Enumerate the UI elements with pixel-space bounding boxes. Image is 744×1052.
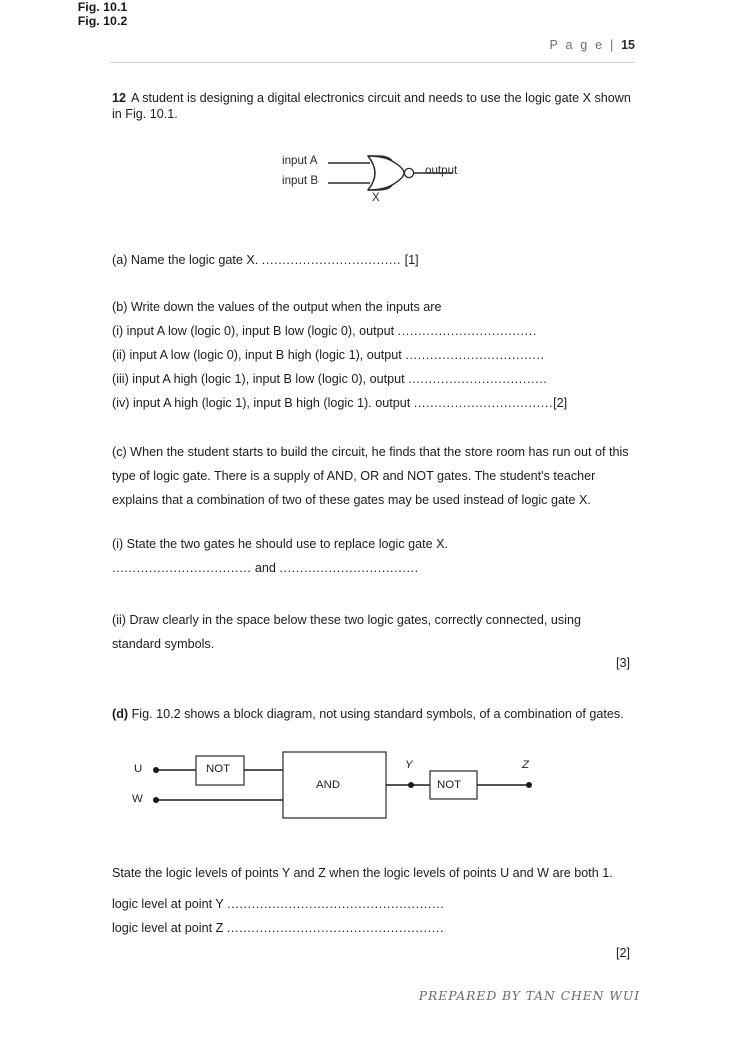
part-d-line-z-label: logic level at point Z xyxy=(112,921,227,935)
question-intro-text: A student is designing a digital electronics circuit and needs to use the logic gate X shown in Fig. 10.1. xyxy=(112,91,631,121)
part-b-item-iv xyxy=(112,395,642,411)
figure2-not-gate-2-label: NOT xyxy=(437,779,462,791)
part-b-stem: (b) Write down the values of the output when the inputs are xyxy=(112,300,442,314)
part-c-answer-conjunction: and xyxy=(251,561,280,575)
figure2-not-gate-1-label: NOT xyxy=(206,763,231,775)
figure-10-1 xyxy=(270,145,500,215)
part-a-line xyxy=(112,252,642,268)
part-a-text: (a) Name the logic gate X. xyxy=(112,253,262,267)
part-c-item-ii: (ii) Draw clearly in the space below these two logic gates, correctly connected, using standard symbols. xyxy=(112,613,581,651)
part-d-line-z xyxy=(112,920,642,936)
figure2-and-gate-label: AND xyxy=(316,779,341,791)
page-label: P a g e | xyxy=(549,38,622,52)
figure2-input-u-label: U xyxy=(134,763,143,775)
figure2-point-y-label: Y xyxy=(405,759,413,771)
part-b-item-iii-text: (iii) input A high (logic 1), input B low (logic 0), output xyxy=(112,372,409,386)
part-b-item-iii xyxy=(112,371,642,387)
part-b-item-iv-marks: [2] xyxy=(553,396,568,410)
figure1-output-label: output xyxy=(425,164,458,177)
figure-10-2 xyxy=(130,748,550,832)
part-d-text: Fig. 10.2 shows a block diagram, not using standard symbols, of a combination of gates. xyxy=(128,707,624,721)
part-b-item-i xyxy=(112,323,642,339)
page-header-text xyxy=(550,38,636,52)
part-d-marks: [2] xyxy=(615,946,630,960)
figure-10-2-caption: Fig. 10.2 xyxy=(77,14,128,28)
part-c-item-ii-marks: [3] xyxy=(615,656,630,670)
part-b-item-ii-text: (ii) input A low (logic 0), input B high (logic 1), output xyxy=(112,348,406,362)
page-number: 15 xyxy=(621,38,635,52)
part-a-marks: [1] xyxy=(401,253,419,267)
part-b-item-i-dots: .................................. xyxy=(397,324,537,338)
part-b-item-iii-dots: .................................. xyxy=(408,372,548,386)
page-header xyxy=(110,38,635,64)
question-number: 12 xyxy=(112,91,127,105)
part-d-line-z-dots: ..................................................... xyxy=(226,921,445,935)
part-d-line-y xyxy=(112,896,642,912)
figure2-input-w-label: W xyxy=(132,793,143,805)
figure1-input-b-label: input B xyxy=(282,174,319,187)
figure2-point-z-label: Z xyxy=(522,759,529,771)
part-d-line-y-dots: ..................................................... xyxy=(227,897,445,911)
part-b-item-i-text: (i) input A low (logic 0), input B low (logic 0), output xyxy=(112,324,398,338)
part-c-answer-dots-left: .................................. xyxy=(112,561,252,575)
question-intro xyxy=(112,90,642,122)
part-a-answer-dots: .................................. xyxy=(261,253,402,267)
part-c-item-i-answer-line xyxy=(112,560,642,576)
part-b-item-ii-dots: .................................. xyxy=(405,348,545,362)
footer-watermark: PREPARED BY TAN CHEN WUI xyxy=(418,988,640,1003)
part-d-line-y-label: logic level at point Y xyxy=(112,897,228,911)
part-b-item-ii xyxy=(112,347,642,363)
part-c-paragraph: (c) When the student starts to build the circuit, he finds that the store room has run out of this type of logic gate. There is a supply of AND, OR and NOT gates. The student's teacher explains that a combination of two of these gates may be used instead of logic gate X. xyxy=(112,445,629,507)
figure-10-1-caption: Fig. 10.1 xyxy=(77,0,128,14)
part-b-item-iv-text: (iv) input A high (logic 1), input B high (logic 1). output xyxy=(112,396,414,410)
part-b-item-iv-dots: .................................. xyxy=(413,396,554,410)
figure1-gate-name-label: X xyxy=(372,192,380,204)
part-d-label: (d) xyxy=(112,707,129,721)
part-c-answer-dots-right: .................................. xyxy=(279,561,419,575)
part-d-question: State the logic levels of points Y and Z when the logic levels of points U and W are both 1. xyxy=(112,866,613,880)
header-divider xyxy=(110,62,635,63)
figure1-input-a-label: input A xyxy=(282,154,318,167)
part-c-item-i: (i) State the two gates he should use to replace logic gate X. xyxy=(112,537,449,551)
part-d-paragraph xyxy=(112,702,634,726)
